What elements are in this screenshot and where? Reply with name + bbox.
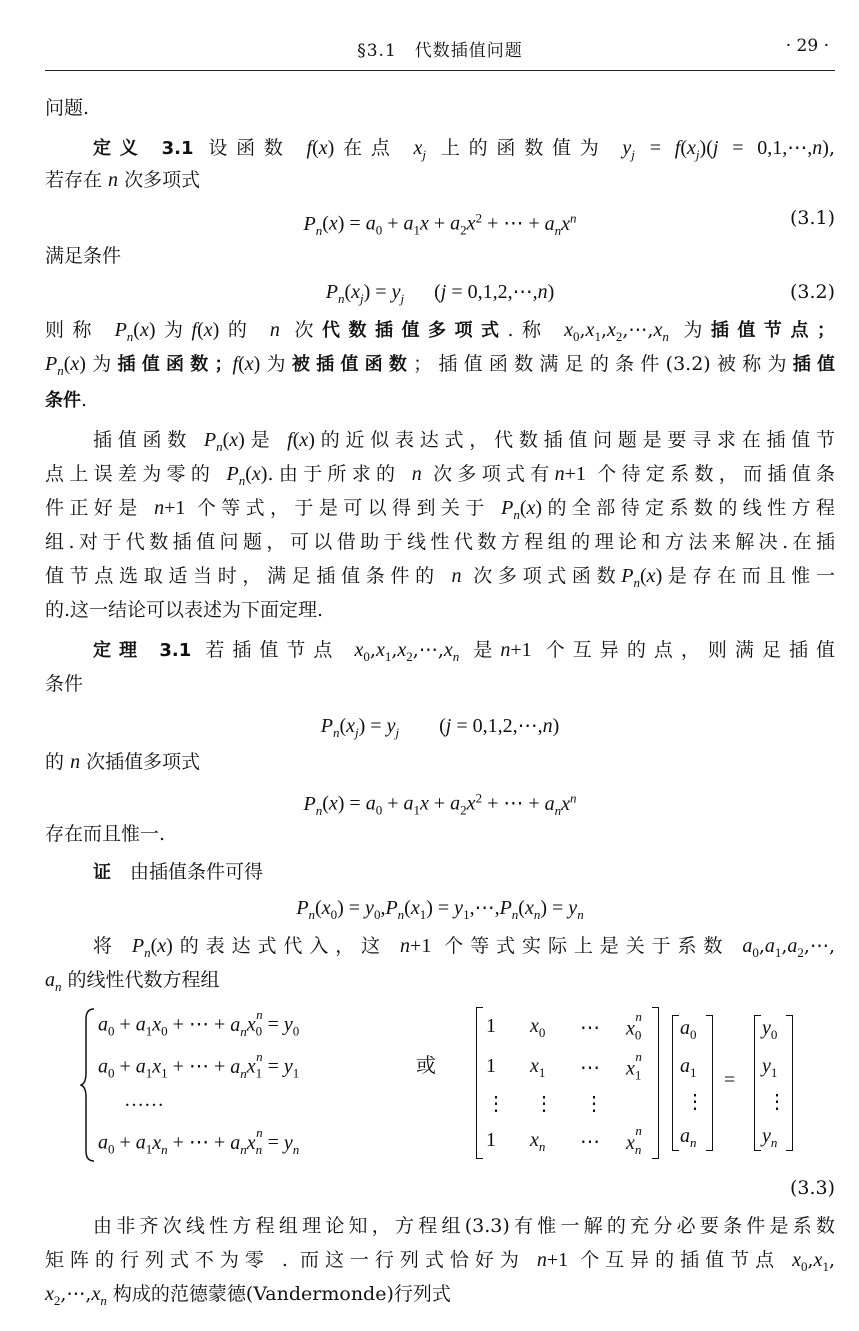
equation-theorem-poly: $P_n(x) = a_0 + a_1x + a_2x^2$ + ⋯ + $a_nx^n$ bbox=[303, 790, 577, 818]
equation-3-1: $P_n(x) = a_0 + a_1x + a_2x^2$ + ⋯ + $a_nx^n$ bbox=[303, 210, 577, 238]
text-line: 的 n 次插值多项式 bbox=[45, 751, 201, 773]
theorem-label: 定理 3.1 bbox=[93, 640, 192, 661]
vector-bracket-right bbox=[706, 1015, 713, 1151]
vector-bracket-right bbox=[786, 1015, 793, 1151]
definition-line: 定义 3.1 设函数 f(x)在点 $x_j$ 上的函数值为 $y_j = f(x_j)(j$ = 0,1,⋯,n), bbox=[93, 137, 835, 162]
text-line: 组.对于代数插值问题，可以借助于线性代数方程组的理论和方法来解决.在插 bbox=[45, 531, 835, 553]
text-line: 存在而且惟一. bbox=[45, 823, 166, 845]
text-line: 若存在 n 次多项式 bbox=[45, 169, 201, 191]
equation-number: (3.2) bbox=[789, 281, 835, 303]
proof-line: 证 由插值条件可得 bbox=[93, 861, 264, 883]
text-line: 条件. bbox=[45, 389, 88, 411]
equation-number: (3.3) bbox=[789, 1177, 835, 1199]
text-line: 件正好是 n+1 个等式，于是可以得到关于 $P_n(x)$的全部待定系数的线性方程 bbox=[45, 497, 835, 522]
or-connector: 或 bbox=[416, 1053, 436, 1077]
text-line: $a_n$ 的线性代数方程组 bbox=[45, 969, 220, 994]
matrix-bracket-right bbox=[652, 1007, 659, 1159]
system-row: …… bbox=[124, 1089, 164, 1111]
vector-bracket-left bbox=[672, 1015, 679, 1151]
vector-bracket-left bbox=[754, 1015, 761, 1151]
text-line: 点上误差为零的 $P_n(x)$.由于所求的 n 次多项式有n+1 个待定系数，而插值条 bbox=[45, 463, 836, 488]
text-line: 矩阵的行列式不为零 . 而这一行列式恰好为 n+1 个互异的插值节点 $x_0,x_1$, bbox=[45, 1249, 835, 1274]
header-title: §3.1 代数插值问题 bbox=[357, 41, 523, 61]
equation-theorem: $P_n(x_j) = y_j$ (j = 0,1,2,⋯,n) bbox=[320, 715, 560, 740]
page-number: · 29 · bbox=[785, 36, 829, 56]
definition-label: 定义 3.1 bbox=[93, 138, 194, 159]
text-line: 插值函数 $P_n(x)$是 f(x)的近似表达式，代数插值问题是要寻求在插值节 bbox=[93, 429, 835, 454]
text-line: 将 $P_n(x)$的表达式代入，这 n+1 个等式实际上是关于系数 $a_0,a_1,a_2,\cdots$, bbox=[93, 935, 836, 960]
text-line: 问题. bbox=[45, 97, 90, 119]
text-line: 的.这一结论可以表述为下面定理. bbox=[45, 599, 324, 621]
system-row: $a_0 + a_1x_n$ + ⋯ + $a_nx_n^n = y_n$ bbox=[98, 1125, 300, 1157]
equation-system-3-3: $a_0 + a_1x_0$ + ⋯ + $a_nx_0^n = y_0$ $a_0 + a_1x_1$ + ⋯ + $a_nx_1^n = y_1$ …… $a_0 + a_1x_n$ + ⋯ + $a_nx_n^n = y_n$ 或 1 $x_0$ ⋯ $x_0^n$ 1 $x_1$ ⋯ $x_1^n$ ⋮ ⋮ ⋮ 1 $x_n$ ⋯ $x_n^n$ $a_0$ $a_1$ ⋮ $a_n$ = $y_0$ $y_1$ ⋮ $y_n$ bbox=[80, 1005, 840, 1165]
text-line: 则称 $P_n(x)$为f(x)的 n 次代数插值多项式.称 $x_0,x_1,x_2,\cdots,x_n$ 为插值节点； bbox=[45, 319, 835, 344]
text-line: 由非齐次线性方程组理论知，方程组(3.3)有惟一解的充分必要条件是系数 bbox=[93, 1215, 835, 1237]
equation-proof: $P_n(x_0) = y_0,P_n(x_1)$ = $y_1,\cdots,P_n(x_n) = y_n$ bbox=[296, 897, 584, 922]
system-row: $a_0 + a_1x_0$ + ⋯ + $a_nx_0^n = y_0$ bbox=[98, 1007, 300, 1039]
left-brace bbox=[80, 1005, 96, 1165]
text-line: 条件 bbox=[45, 673, 84, 695]
equation-3-2: $P_n(x_j) = y_j$ (j = 0,1,2,⋯,n) bbox=[325, 281, 555, 306]
theorem-line: 定理 3.1 若插值节点 $x_0,x_1,x_2,\cdots,x_n$ 是n+1 个互异的点，则满足插值 bbox=[93, 639, 836, 664]
text-line: 值节点选取适当时，满足插值条件的 n 次多项式函数$P_n(x)$是存在而且惟一 bbox=[45, 565, 835, 590]
text-line: 满足条件 bbox=[45, 245, 122, 267]
text-line: $P_n(x)$为插值函数；f(x)为被插值函数；插值函数满足的条件(3.2)被称为插值 bbox=[45, 353, 835, 378]
matrix-bracket-left bbox=[476, 1007, 483, 1159]
equation-number: (3.1) bbox=[789, 207, 835, 229]
running-header bbox=[45, 36, 835, 71]
system-row: $a_0 + a_1x_1$ + ⋯ + $a_nx_1^n = y_1$ bbox=[98, 1049, 300, 1081]
text-line: $x_2,\cdots,x_n$ 构成的范德蒙德(Vandermonde)行列式 bbox=[45, 1283, 451, 1308]
proof-label: 证 bbox=[93, 862, 111, 883]
